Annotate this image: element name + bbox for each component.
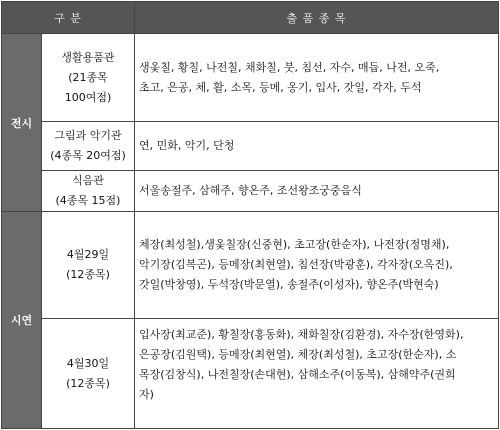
category-line: (12종목) — [66, 268, 110, 281]
category-line: 4월30일 — [66, 356, 110, 370]
category-line: (12종목) — [66, 376, 110, 390]
header-row — [2, 2, 499, 34]
items-line: 목장(김창식), 나전칠장(손대현), 삼해소주(이동복), 삼해약주(권희 — [139, 368, 456, 381]
section-label-demonstration: 시연 — [2, 212, 42, 429]
row-category — [42, 122, 135, 171]
category-line: 그림과 악기관 — [54, 129, 122, 142]
category-line: 생활용품관 — [61, 50, 115, 64]
category-line: 식음관 — [72, 174, 104, 187]
table-row — [2, 319, 499, 429]
row-category — [42, 171, 135, 212]
header-category: 구 분 — [2, 2, 135, 34]
items-line: 초고, 은공, 체, 활, 소목, 등메, 옹기, 입사, 갓일, 각자, 두석 — [139, 80, 422, 94]
items-line: 자) — [139, 388, 154, 401]
category-line: (4종목 20여점) — [50, 149, 126, 162]
row-category — [42, 319, 135, 429]
category-line: (21종목 — [68, 70, 108, 84]
items-line: 연, 민화, 악기, 단청 — [139, 139, 235, 152]
row-items — [135, 212, 499, 319]
items-line: 서울송절주, 삼해주, 향온주, 조선왕조궁중음식 — [139, 184, 362, 197]
items-line: 체장(최성철),생옻칠장(신중현), 초고장(한순자), 나전장(정명채), — [139, 238, 450, 251]
items-line: 입사장(최교준), 황칠장(홍동화), 채화칠장(김환경), 자수장(한영화), — [139, 328, 464, 341]
table-row — [2, 212, 499, 319]
exhibition-schedule-table — [1, 1, 499, 429]
items-line: 갓일(박창영), 두석장(박문열), 송절주(이성자), 향온주(박현숙) — [139, 278, 439, 291]
items-line: 은공장(김원택), 등메장(최현열), 체장(최성철), 초고장(한순자), 소 — [139, 348, 457, 361]
category-line: 4월29일 — [66, 248, 110, 261]
table-row — [2, 34, 499, 122]
category-line: 100여점) — [64, 90, 112, 104]
category-line: (4종목 15점) — [55, 194, 121, 207]
items-line: 악기장(김복곤), 등메장(최현열), 침선장(박광훈), 각자장(오옥진), — [139, 258, 453, 271]
row-items — [135, 34, 499, 122]
table-row — [2, 171, 499, 212]
row-category — [42, 34, 135, 122]
row-items — [135, 122, 499, 171]
section-label-exhibition: 전시 — [2, 34, 42, 212]
table-row — [2, 122, 499, 171]
row-items — [135, 171, 499, 212]
row-items — [135, 319, 499, 429]
items-line: 생옻칠, 황칠, 나전칠, 채화칠, 붓, 침선, 자수, 매듭, 나전, 오죽, — [139, 60, 440, 74]
row-category — [42, 212, 135, 319]
header-items: 출 품 종 목 — [135, 2, 499, 34]
